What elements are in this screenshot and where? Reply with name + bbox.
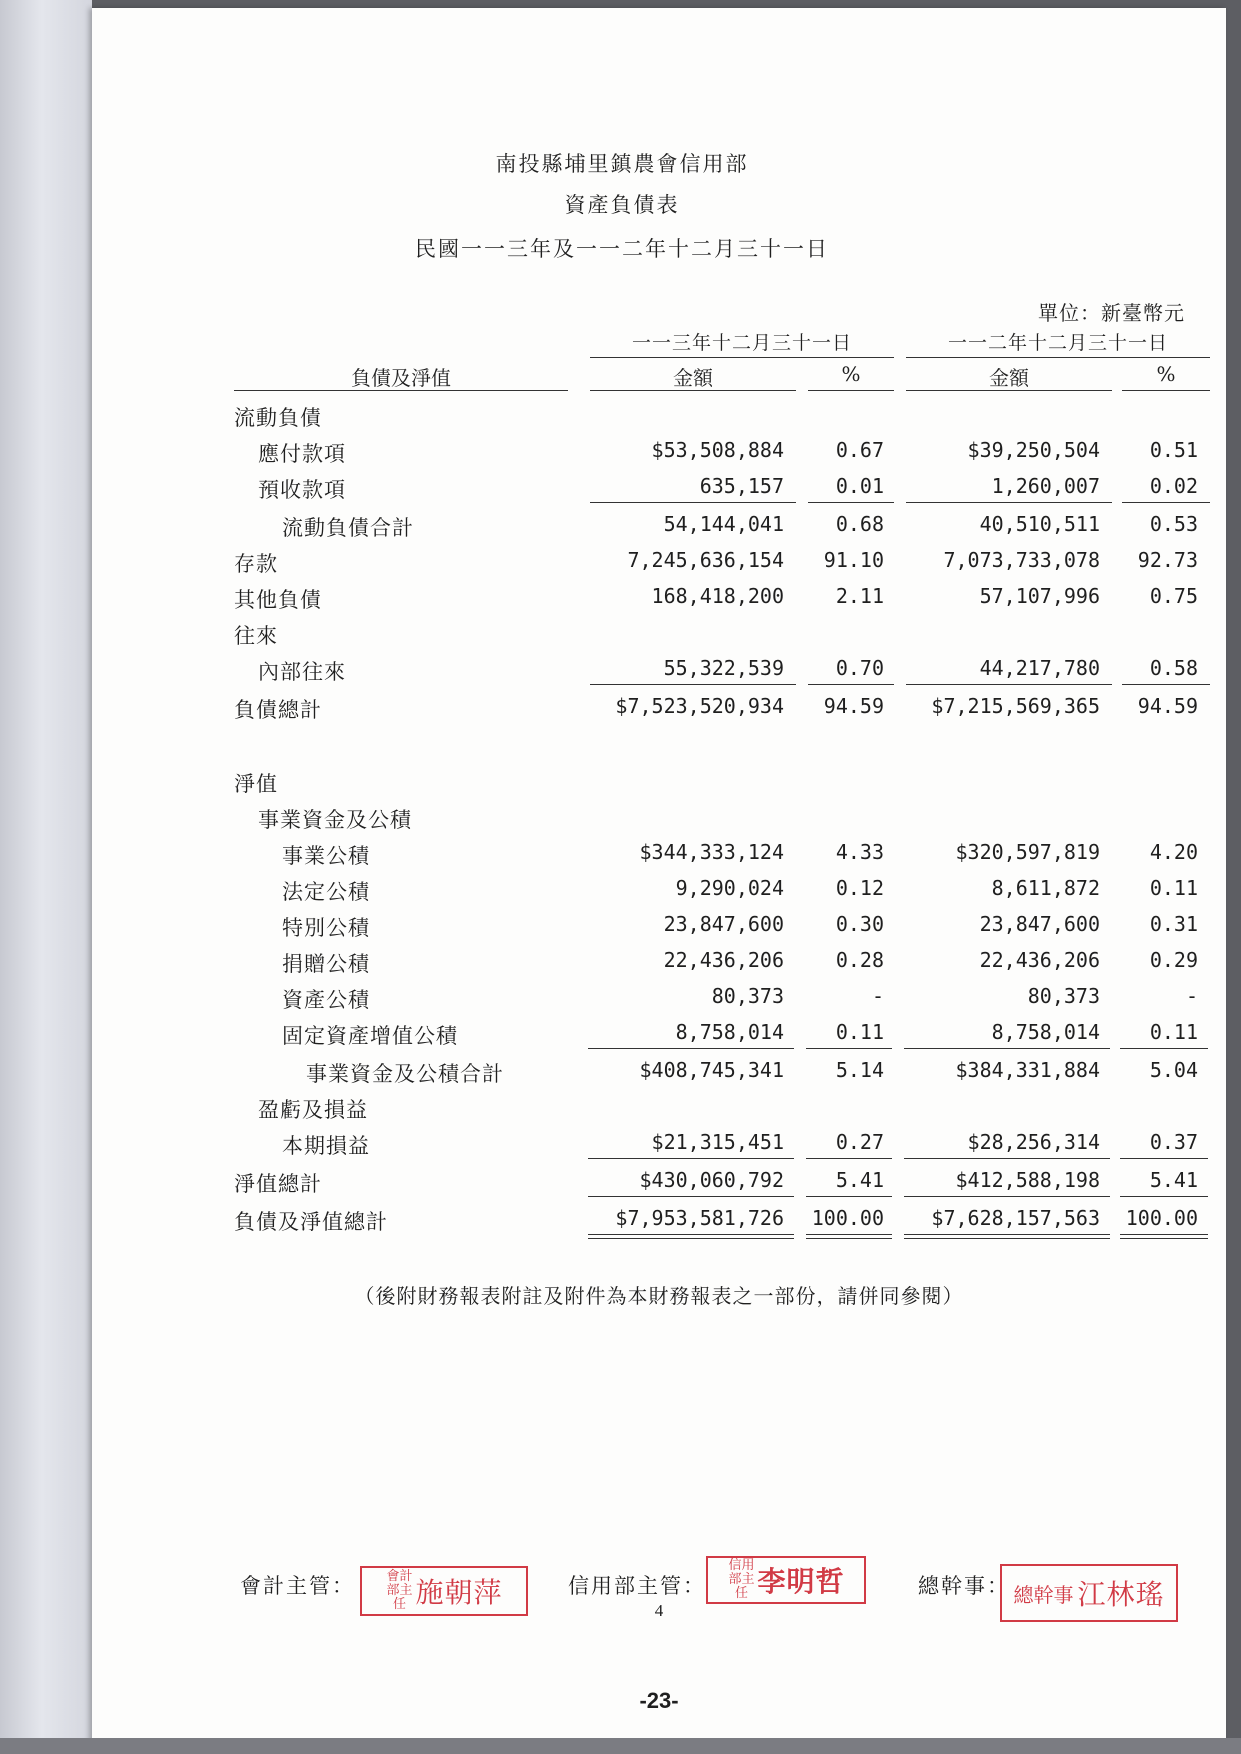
subtotal-rule: [806, 1158, 892, 1159]
percent-2023: 0.51: [1149, 438, 1198, 462]
table-row: [92, 984, 1226, 1018]
percent-2023: 0.02: [1149, 474, 1198, 498]
percent-2024: 5.14: [835, 1058, 884, 1082]
year2-header-rule: [906, 357, 1210, 358]
table-row: [92, 512, 1226, 546]
seal-title: 總幹事: [1013, 1582, 1074, 1607]
subtotal-rule: [808, 684, 894, 685]
percent-2024: -: [871, 984, 884, 1008]
percent-2023: 0.11: [1149, 1020, 1198, 1044]
subtotal-rule: [590, 684, 796, 685]
grand-total-double-rule: [904, 1234, 1110, 1239]
percent-2023: 92.73: [1137, 548, 1198, 572]
percent-2024: 0.67: [835, 438, 884, 462]
amount-2024: 54,144,041: [663, 512, 784, 536]
document-page: [92, 8, 1226, 1744]
amount-header-2: 金額: [989, 366, 1029, 390]
table-row: [92, 912, 1226, 946]
percent-2024: 94.59: [823, 694, 884, 718]
percent-2024: 0.01: [835, 474, 884, 498]
organization-title: 南投縣埔里鎮農會信用部: [495, 152, 749, 176]
seal-name: 施朝萍: [415, 1576, 503, 1609]
percent-2024: 2.11: [835, 584, 884, 608]
table-row: [92, 1058, 1226, 1092]
percent-2023: 0.29: [1149, 948, 1198, 972]
percent-2024: 0.12: [835, 876, 884, 900]
subtotal-rule: [904, 1158, 1110, 1159]
amount-2024: $344,333,124: [639, 840, 784, 864]
amount-2024: 9,290,024: [675, 876, 784, 900]
amount-2024: 80,373: [711, 984, 784, 1008]
scan-bottom-edge: [0, 1738, 1241, 1754]
percent-2023: 0.31: [1149, 912, 1198, 936]
table-row: [92, 840, 1226, 874]
amount-2024: $408,745,341: [639, 1058, 784, 1082]
credit-signature-label: 信用部主管：: [568, 1574, 706, 1598]
subtotal-rule: [906, 502, 1112, 503]
label-column-header: 負債及淨值: [351, 366, 451, 390]
amount-header-rule-2: [906, 390, 1112, 391]
seal-name: 江林瑤: [1077, 1578, 1165, 1611]
row-label: 事業資金及公積: [258, 808, 412, 832]
row-label: 負債總計: [234, 698, 322, 722]
year1-header-rule: [590, 357, 894, 358]
amount-2024: 168,418,200: [651, 584, 784, 608]
percent-2023: 5.41: [1149, 1168, 1198, 1192]
footnote: （後附財務報表附註及附件為本財務報表之一部份，請併同參閱）: [354, 1284, 964, 1308]
seal-name: 李明哲: [757, 1565, 845, 1598]
amount-2024: 635,157: [699, 474, 784, 498]
percent-header-rule-2: [1122, 390, 1210, 391]
subtotal-rule: [590, 502, 796, 503]
subtotal-rule: [588, 1048, 794, 1049]
amount-2023: $28,256,314: [967, 1130, 1100, 1154]
amount-2023: $7,215,569,365: [931, 694, 1100, 718]
percent-2024: 0.28: [835, 948, 884, 972]
amount-2023: $384,331,884: [955, 1058, 1100, 1082]
period-title: 民國一一三年及一一二年十二月三十一日: [415, 237, 829, 261]
row-label: 資產公積: [282, 988, 370, 1012]
percent-2024: 4.33: [835, 840, 884, 864]
percent-header-1: %: [841, 362, 861, 386]
row-label: 事業公積: [282, 844, 370, 868]
table-row: [92, 438, 1226, 472]
grand-total-double-rule: [588, 1234, 794, 1239]
percent-2023: 0.75: [1149, 584, 1198, 608]
amount-2023: 44,217,780: [979, 656, 1100, 680]
row-label: 其他負債: [234, 588, 322, 612]
row-label: 本期損益: [282, 1134, 370, 1158]
percent-2023: 0.37: [1149, 1130, 1198, 1154]
amount-2023: $7,628,157,563: [931, 1206, 1100, 1230]
row-label: 捐贈公積: [282, 952, 370, 976]
percent-2024: 0.27: [835, 1130, 884, 1154]
table-row: [92, 876, 1226, 910]
subtotal-rule: [806, 1196, 892, 1197]
year2-header: 一一二年十二月三十一日: [947, 332, 1168, 354]
amount-2023: 8,758,014: [991, 1020, 1100, 1044]
percent-2023: 100.00: [1125, 1206, 1198, 1230]
grand-total-double-rule: [1120, 1234, 1208, 1239]
amount-2023: $320,597,819: [955, 840, 1100, 864]
amount-2024: $430,060,792: [639, 1168, 784, 1192]
percent-header-2: %: [1156, 362, 1176, 386]
subtotal-rule: [1120, 1196, 1208, 1197]
table-row: [92, 620, 1226, 654]
subtotal-rule: [806, 1048, 892, 1049]
row-label: 流動負債: [234, 406, 322, 430]
amount-2023: 22,436,206: [979, 948, 1100, 972]
percent-2023: 0.53: [1149, 512, 1198, 536]
percent-2024: 100.00: [811, 1206, 884, 1230]
amount-2023: 57,107,996: [979, 584, 1100, 608]
amount-2024: $7,523,520,934: [615, 694, 784, 718]
subtotal-rule: [588, 1196, 794, 1197]
table-row: [92, 402, 1226, 436]
row-label: 淨值總計: [234, 1172, 322, 1196]
subtotal-rule: [588, 1158, 794, 1159]
table-row: [92, 804, 1226, 838]
percent-2023: 0.11: [1149, 876, 1198, 900]
row-label: 流動負債合計: [282, 516, 414, 540]
subtotal-rule: [904, 1048, 1110, 1049]
amount-2023: $39,250,504: [967, 438, 1100, 462]
seal-title: 信用部主任: [728, 1558, 755, 1601]
amount-2024: $53,508,884: [651, 438, 784, 462]
amount-2024: 23,847,600: [663, 912, 784, 936]
row-label: 固定資產增值公積: [282, 1024, 458, 1048]
amount-2024: 22,436,206: [663, 948, 784, 972]
binding-edge: [0, 0, 92, 1754]
table-row: [92, 694, 1226, 728]
amount-2023: 40,510,511: [979, 512, 1100, 536]
amount-header-rule-1: [590, 390, 796, 391]
table-row: [92, 768, 1226, 802]
row-label: 特別公積: [282, 916, 370, 940]
credit-seal: [706, 1556, 866, 1604]
currency-unit: 單位：新臺幣元: [1038, 301, 1185, 325]
amount-2024: $7,953,581,726: [615, 1206, 784, 1230]
amount-2023: 23,847,600: [979, 912, 1100, 936]
percent-2023: 4.20: [1149, 840, 1198, 864]
percent-header-rule-1: [808, 390, 894, 391]
amount-2024: $21,315,451: [651, 1130, 784, 1154]
row-label: 淨值: [234, 772, 278, 796]
percent-2023: 0.58: [1149, 656, 1198, 680]
grand-total-double-rule: [806, 1234, 892, 1239]
row-label: 負債及淨值總計: [234, 1210, 388, 1234]
amount-2023: 80,373: [1027, 984, 1100, 1008]
amount-2024: 8,758,014: [675, 1020, 784, 1044]
subtotal-rule: [1120, 1158, 1208, 1159]
percent-2024: 91.10: [823, 548, 884, 572]
table-row: [92, 1094, 1226, 1128]
percent-2023: 94.59: [1137, 694, 1198, 718]
year1-header: 一一三年十二月三十一日: [631, 332, 852, 354]
percent-2023: 5.04: [1149, 1058, 1198, 1082]
subtotal-rule: [906, 684, 1112, 685]
subtotal-rule: [1122, 502, 1210, 503]
percent-2024: 0.11: [835, 1020, 884, 1044]
row-label: 存款: [234, 552, 278, 576]
row-label: 應付款項: [258, 442, 346, 466]
row-label: 盈虧及損益: [258, 1098, 368, 1122]
amount-2023: $412,588,198: [955, 1168, 1100, 1192]
amount-2023: 8,611,872: [991, 876, 1100, 900]
amount-header-1: 金額: [673, 366, 713, 390]
subtotal-rule: [904, 1196, 1110, 1197]
amount-2023: 7,073,733,078: [943, 548, 1100, 572]
row-label: 事業資金及公積合計: [306, 1062, 504, 1086]
row-label: 法定公積: [282, 880, 370, 904]
percent-2024: 0.30: [835, 912, 884, 936]
percent-2024: 0.70: [835, 656, 884, 680]
table-row: [92, 548, 1226, 582]
label-header-rule: [234, 390, 568, 391]
accounting-signature-label: 會計主管：: [240, 1574, 355, 1598]
subtotal-rule: [808, 502, 894, 503]
table-row: [92, 584, 1226, 618]
statement-title: 資產負債表: [564, 193, 680, 217]
row-label: 往來: [234, 624, 278, 648]
page-number: 4: [654, 1601, 664, 1620]
subtotal-rule: [1122, 684, 1210, 685]
amount-2024: 7,245,636,154: [627, 548, 784, 572]
row-label: 內部往來: [258, 660, 346, 684]
row-label: 預收款項: [258, 478, 346, 502]
table-row: [92, 948, 1226, 982]
subtotal-rule: [1120, 1048, 1208, 1049]
percent-2024: 5.41: [835, 1168, 884, 1192]
percent-2024: 0.68: [835, 512, 884, 536]
seal-title: 會計部主任: [386, 1569, 413, 1612]
folio-number: -23-: [639, 1688, 679, 1713]
gm-signature-label: 總幹事：: [918, 1574, 1010, 1598]
amount-2023: 1,260,007: [991, 474, 1100, 498]
amount-2024: 55,322,539: [663, 656, 784, 680]
percent-2023: -: [1185, 984, 1198, 1008]
